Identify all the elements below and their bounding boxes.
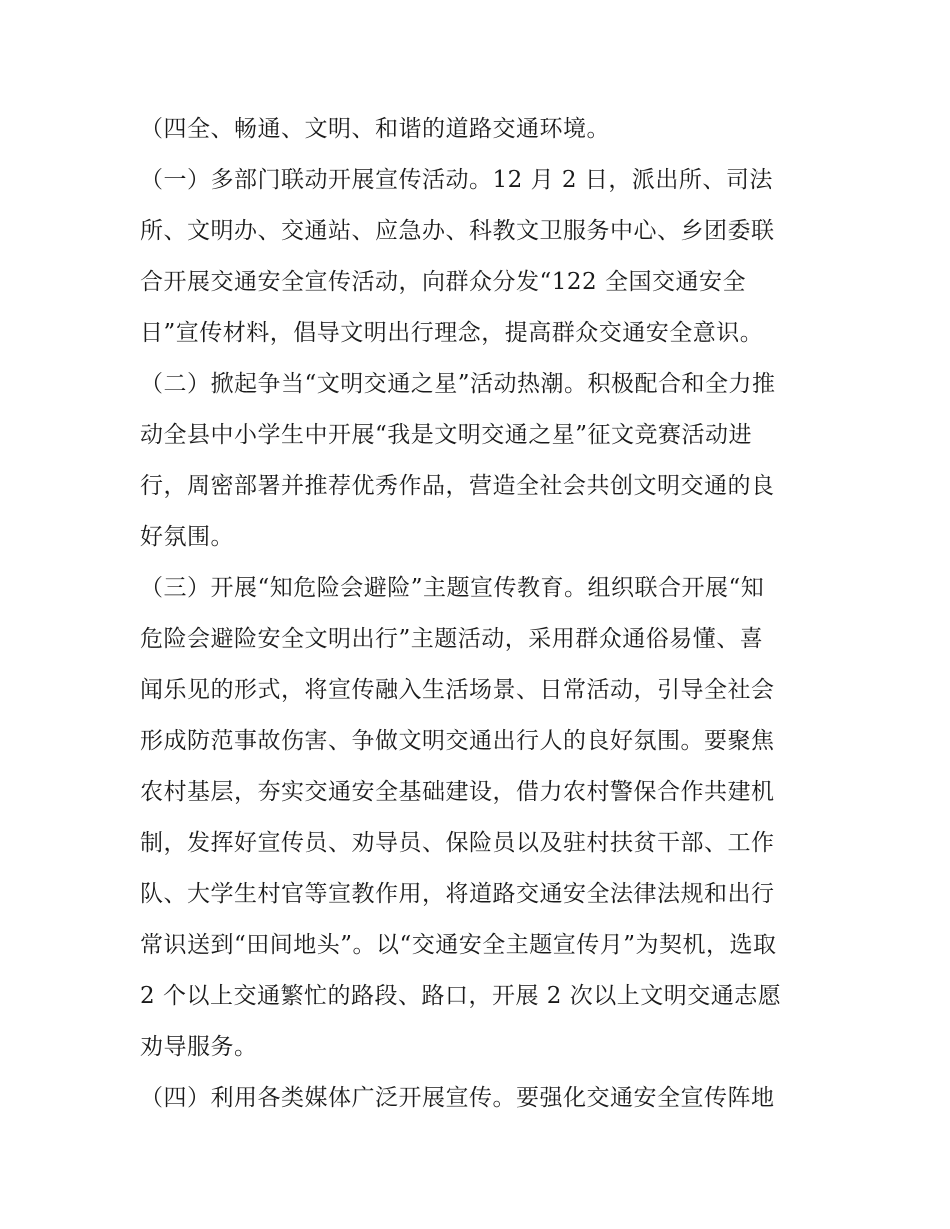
text-line: 危险会避险安全文明出行”主题活动，采用群众通俗易懂、喜 bbox=[140, 626, 764, 652]
text-line: 2 个以上交通繁忙的路段、路口，开展 2 次以上文明交通志愿 bbox=[140, 983, 782, 1009]
text-line: 队、大学生村官等宣教作用，将道路交通安全法律法规和出行 bbox=[140, 881, 775, 907]
text-line: 形成防范事故伤害、争做文明交通出行人的良好氛围。要聚焦 bbox=[140, 728, 775, 754]
text-line: （一）多部门联动开展宣传活动。12 月 2 日，派出所、司法 bbox=[140, 167, 773, 193]
text-line: （四）利用各类媒体广泛开展宣传。要强化交通安全宣传阵地 bbox=[140, 1085, 775, 1111]
text-line: 好氛围。 bbox=[140, 524, 234, 550]
text-line: 所、文明办、交通站、应急办、科教文卫服务中心、乡团委联 bbox=[140, 218, 775, 244]
text-line: 制，发挥好宣传员、劝导员、保险员以及驻村扶贫干部、工作 bbox=[140, 830, 775, 856]
text-line: 常识送到“田间地头”。以“交通安全主题宣传月”为契机，选取 bbox=[140, 932, 777, 958]
text-line: 动全县中小学生中开展“我是文明交通之星”征文竞赛活动进 bbox=[140, 422, 753, 448]
text-line: 合开展交通安全宣传活动，向群众分发“122 全国交通安全 bbox=[140, 269, 746, 295]
text-line: 闻乐见的形式，将宣传融入生活场景、日常活动，引导全社会 bbox=[140, 677, 775, 703]
text-line: 劝导服务。 bbox=[140, 1034, 258, 1060]
text-line: 日”宣传材料，倡导文明出行理念，提高群众交通安全意识。 bbox=[140, 320, 764, 346]
text-line: （三）开展“知危险会避险”主题宣传教育。组织联合开展“知 bbox=[140, 575, 765, 601]
text-line: （二）掀起争当“文明交通之星”活动热潮。积极配合和全力推 bbox=[140, 371, 776, 397]
text-line: 行，周密部署并推荐优秀作品，营造全社会共创文明交通的良 bbox=[140, 473, 775, 499]
text-line: 农村基层，夯实交通安全基础建设，借力农村警保合作共建机 bbox=[140, 779, 775, 805]
text-line: （四全、畅通、文明、和谐的道路交通环境。 bbox=[140, 116, 610, 142]
